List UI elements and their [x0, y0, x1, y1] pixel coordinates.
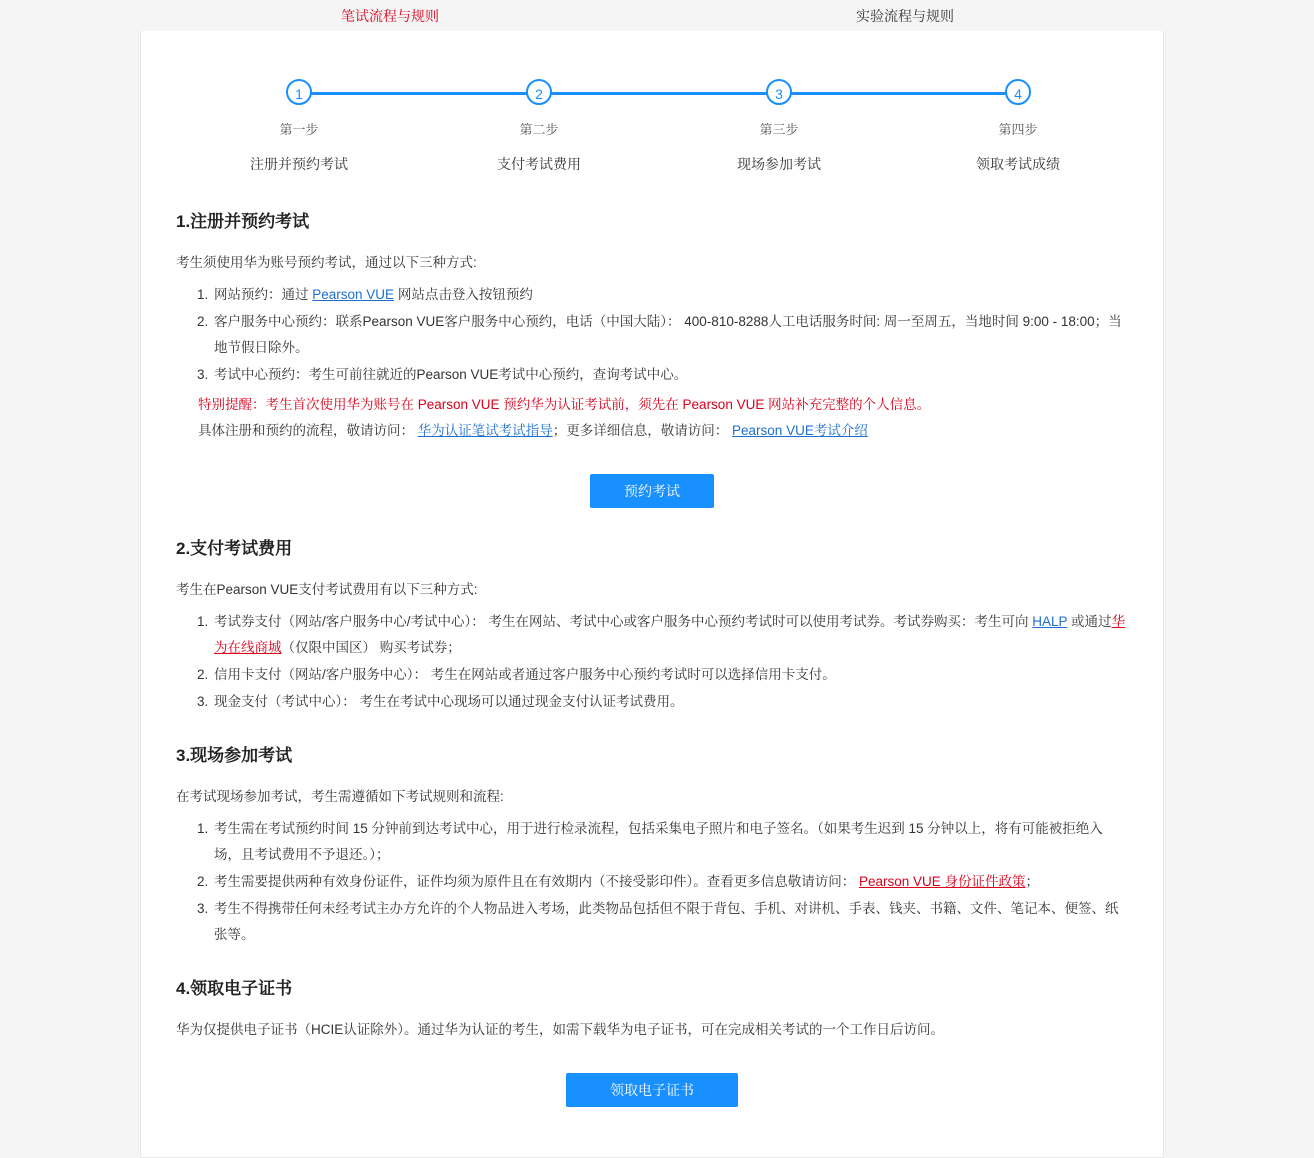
section-2-item-2: 2. 信用卡支付（网站/客户服务中心）： 考生在网站或者通过客户服务中心预约考试时可以选择信用卡支付。	[212, 662, 1128, 688]
section-3-item-2-post: ；	[1025, 874, 1040, 889]
step-4	[938, 79, 1098, 174]
section-2-item-1-pre: 考试券支付（网站/客户服务中心/考试中心）： 考生在网站、考试中心或客户服务中心预约考试时可以使用考试券。考试券购买：考生可向	[214, 614, 1033, 629]
tab-lab-exam-process[interactable]: 实验流程与规则	[856, 8, 954, 24]
section-1-item-2: 2. 客户服务中心预约：联系Pearson VUE客户服务中心预约，电话（中国大陆）： 400-810-8288人工电话服务时间: 周一至周五，当地时间 9:00 - 18:00；当地节假日除外。	[212, 309, 1128, 361]
section-4-title: 4.领取电子证书	[176, 979, 293, 998]
section-3-title: 3.现场参加考试	[176, 746, 293, 765]
section-3-list	[176, 816, 1128, 948]
section-1-item-1	[212, 282, 1128, 308]
section-2-title: 2.支付考试费用	[176, 539, 293, 558]
content-body	[141, 207, 1163, 1107]
section-1-list	[176, 282, 1128, 388]
book-exam-button[interactable]: 预约考试	[590, 474, 714, 508]
get-e-certificate-button[interactable]: 领取电子证书	[566, 1073, 738, 1107]
section-3-item-2-pre: 考生需要提供两种有效身份证件，证件均须为原件且在有效期内（不接受影印件）。查看更多信息敬请访问：	[214, 874, 859, 889]
section-3-lead: 在考试现场参加考试，考生需遵循如下考试规则和流程:	[176, 789, 504, 804]
section-1-item-1-post: 网站点击登入按钮预约	[394, 287, 533, 302]
step-3-label: 现场参加考试	[737, 156, 821, 172]
section-2-list	[176, 609, 1128, 715]
pearson-vue-link[interactable]: Pearson VUE	[312, 287, 395, 302]
section-1-item-3: 3. 考试中心预约：考生可前往就近的Pearson VUE考试中心预约，查询考试中心。	[212, 362, 1128, 388]
section-2-item-1-mid: 或通过	[1067, 614, 1112, 629]
content-card	[140, 31, 1164, 1158]
section-3-item-1: 1. 考生需在考试预约时间 15 分钟前到达考试中心，用于进行检录流程，包括采集电子照片和电子签名。（如果考生迟到 15 分钟以上，将有可能被拒绝入场，且考试费用不予退还。）；	[212, 816, 1128, 868]
step-1-label: 注册并预约考试	[250, 156, 348, 172]
section-1-item-1-pre: 网站预约：通过	[214, 287, 313, 302]
step-1-number: 1	[286, 79, 312, 105]
section-1-title: 1.注册并预约考试	[176, 212, 310, 231]
top-tabbar	[0, 0, 1314, 31]
written-exam-guide-link[interactable]: 华为认证笔试考试指导	[417, 423, 553, 438]
step-3	[699, 79, 859, 174]
stepper-progress-line	[309, 92, 1019, 95]
section-2-lead: 考生在Pearson VUE支付考试费用有以下三种方式:	[176, 582, 478, 597]
section-2-item-1	[212, 609, 1128, 661]
step-2	[459, 79, 619, 174]
step-3-order: 第三步	[759, 122, 799, 137]
step-4-number: 4	[1005, 79, 1031, 105]
section-3-item-3: 3. 考生不得携带任何未经考试主办方允许的个人物品进入考场，此类物品包括但不限于背包、手机、对讲机、手表、钱夹、书籍、文件、笔记本、便签、纸张等。	[212, 896, 1128, 948]
section-2-item-3: 3. 现金支付（考试中心）： 考生在考试中心现场可以通过现金支付认证考试费用。	[212, 689, 1128, 715]
step-1	[219, 79, 379, 174]
section-1-notice: 特别提醒：考生首次使用华为账号在 Pearson VUE 预约华为认证考试前，须先在 Pearson VUE 网站补充完整的个人信息。	[198, 397, 931, 412]
step-2-order: 第二步	[519, 122, 559, 137]
pearson-vue-id-policy-link[interactable]: Pearson VUE 身份证件政策	[859, 874, 1026, 889]
step-2-label: 支付考试费用	[497, 156, 581, 172]
step-4-order: 第四步	[998, 122, 1038, 137]
section-1-button-wrap	[176, 474, 1128, 508]
section-1-subline	[198, 418, 1128, 444]
huawei-online-store-link[interactable]: 华为在线商城	[214, 614, 1126, 655]
step-4-label: 领取考试成绩	[976, 156, 1060, 172]
section-3-item-2	[212, 869, 1128, 895]
pearson-vue-intro-link[interactable]: Pearson VUE考试介绍	[732, 423, 868, 438]
step-2-number: 2	[526, 79, 552, 105]
process-stepper	[141, 31, 1165, 181]
section-4-text: 华为仅提供电子证书（HCIE认证除外）。通过华为认证的考生，如需下载华为电子证书，可在完成相关考试的一个工作日后访问。	[176, 1022, 945, 1037]
tab-written-exam-process[interactable]: 笔试流程与规则	[341, 8, 439, 24]
section-1-subline-mid: ；更多详细信息，敬请访问：	[552, 423, 733, 438]
section-1-lead: 考生须使用华为账号预约考试，通过以下三种方式:	[176, 255, 477, 270]
section-1-subline-pre: 具体注册和预约的流程，敬请访问：	[198, 423, 418, 438]
halp-link[interactable]: HALP	[1032, 614, 1068, 629]
step-3-number: 3	[766, 79, 792, 105]
step-1-order: 第一步	[279, 122, 319, 137]
section-2-item-1-post: （仅限中国区） 购买考试券；	[281, 640, 461, 655]
section-4-button-wrap	[176, 1073, 1128, 1107]
